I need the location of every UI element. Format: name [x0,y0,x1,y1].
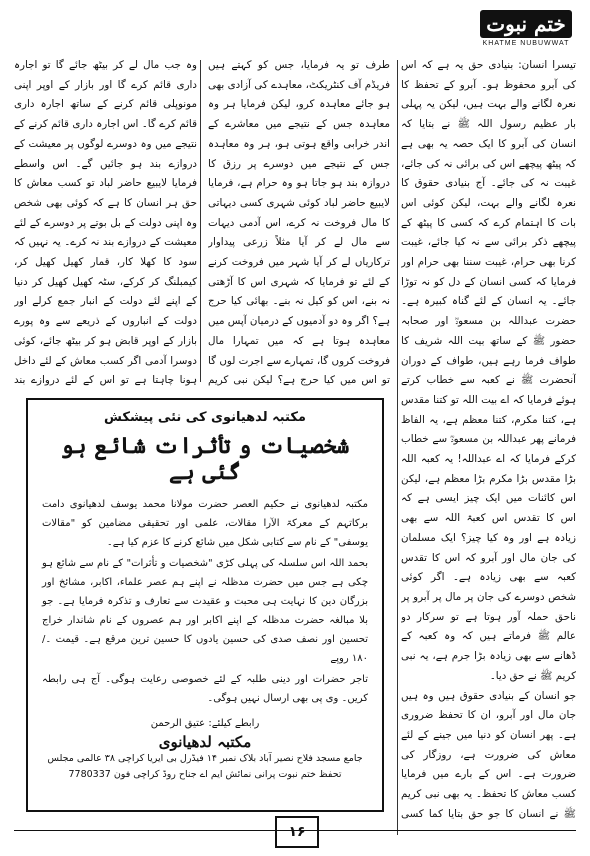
column-divider [397,60,398,835]
column-divider [200,60,201,382]
ad-paragraph: مکتبہ لدھیانوی نے حکیم العصر حضرت مولانا محمد یوسف لدھیانوی دامت برکاتہم کے معرکۃ الآرا مقالات، علمی اور تحقیقی مضامین کو "مقالات یوسفی" کے نام سے کتابی شکل میں شائع کرنے کا عزم کیا ہے۔ [42,499,368,548]
article-column-left [14,56,197,386]
logo-subtitle: KHATME NUBUWWAT [482,40,570,47]
magazine-logo [476,10,576,52]
advertisement-box [26,398,384,812]
ad-heading: مکتبہ لدھیانوی کی نئی پیشکش [104,410,306,425]
ad-contact-label: رابطے کیلئے: عتیق الرحمن [150,718,260,729]
article-paragraph: تیسرا انسان: بنیادی حق یہ ہے کہ اس کی آبرو محفوظ ہو۔ آبرو کے تحفظ کا نعرہ لگانے والے بہت ہیں، لیکن یہ پہلی بار عظیم رسول اللہ ﷺ نے بتایا کہ انسان کی آبرو کا ایک حصہ یہ بھی ہے کہ پیٹھ پیچھے اس کی برائی نہ کی جائے، غیبت نہ کی جائے۔ آج بنیادی حقوق کا نعرہ لگانے والے بہت، لیکن کوئی اس بات کا اہتمام کرے کہ کسی کا پیٹھ کے پیچھے ذکر برائی سے نہ کیا جائے، غیبت کرنا بھی حرام، غیبت سننا بھی حرام اور فرمایا کہ کسی انسان کے دل کو نہ توڑا جائے۔ یہ انسان کے لئے گناہ کبیرہ ہے۔ حضرت عبداللہ بن مسعودؓ اور صحابہ حضور ﷺ کے ساتھ بیت اللہ شریف کا طواف فرما رہے ہیں، طواف کے دوران آنحضرت ﷺ نے کعبہ سے خطاب کرتے ہوئے فرمایا کہ اے بیت اللہ تو کتنا مقدس ہے، کتنا مکرم، کتنا معظم ہے، یہ الفاظ فرمانے پھر عبداللہ بن مسعودؓ سے خطاب کرکے فرمایا کہ اے عبداللہ! یہ کعبہ اللہ بڑا مقدس بڑا مکرم بڑا معظم ہے، لیکن اس کائنات میں ایک چیز ایسی ہے کہ اس کا تقدس اس کعبۃ اللہ سے بھی زیادہ ہے اور وہ کیا چیز؟ ایک مسلمان کی جان مال اور آبرو کہ اس کا تقدس کعبہ سے بھی زیادہ ہے۔ اگر کوئی شخص دوسرے کی جان پر مال پر آبرو پر ناحق حملہ آور ہوتا ہے تو سرکار دو عالم ﷺ فرماتے ہیں کہ وہ کعبہ کے ڈھانے سے بھی زیادہ بڑا جرم ہے، یہ نبی کریم ﷺ نے حق دیا۔ [401,59,576,682]
page-number: ۱۶ [275,816,319,848]
ad-publisher-name: مکتبہ لدھیانوی [158,733,252,751]
article-paragraph: وہ جب مال لے کر بیٹھ جائے گا تو اجارہ داری قائم کرے گا اور بازار کے اوپر اپنی مونوپلی قائم کرنے کے ساتھ اجارہ داری قائم کرے گا۔ اس اجارہ داری قائم کرنے کے نتیجے میں وہ دوسرے لوگوں پر معیشت کے دروازے بند ہو جائیں گے۔ اس واسطے فرمایا لایبیع حاضر لباد تو کسب معاش کا حق ہر انسان کا ہے کہ کوئی بھی شخص وہ اپنی دولت کے بل بوتے پر دوسرے کے لئے معیشت کے دروازے بند نہ کرے۔ یہ نہیں کہ سود کا کھلا کار، قمار کھیل کھیل کر، کیمبلنگ کر کرکے، سٹہ کھیل کھیل کر دنیا کے اپنے لئے دولت کے انبار جمع کرلے اور دولت کے انباروں کے ذریعے سے وہ پورے بازار کے اوپر قابض ہو کر بیٹھ جائے، کوئی دوسرا آدمی اگر کسب معاش کے لئے داخل ہونا چاہتا ہے تو اس کے لئے دروازے بند [14,59,197,386]
ad-paragraph: بحمد اللہ اس سلسلہ کی پہلی کڑی "شخصیات و تأثرات" کے نام سے شائع ہو چکی ہے جس میں حضرت مدظلہ نے اپنے ہم عصر علماء، اکابر، مشائخ اور بزرگان دین کا نہایت ہی محبت و عقیدت سے تعارف و تذکرہ فرمایا ہے۔ جو بلا مبالغہ حضرت مدظلہ کے اپنے اکابر اور ہم عصروں کے نام شاندار خراج تحسین اور نصف صدی کی حسین یادوں کا حسین ترین مرقع ہے۔ قیمت ۔/۱۸۰ روپے [42,558,368,664]
ad-address: جامع مسجد فلاح نصیر آباد بلاک نمبر ۱۴ فیڈرل بی ایریا کراچی ۳۸ عالمی مجلس تحفظ ختم نبوت پرانی نمائش ایم اے جناح روڈ کراچی فون 7780337 [47,753,363,780]
article-column-middle [208,56,390,386]
article-paragraph: جو انسان کے بنیادی حقوق ہیں وہ ہیں جان مال اور آبرو، ان کا تحفظ ضروری ہے۔ پھر انسان کو دنیا میں جینے کے لئے معاش کی ضرورت ہے، روزگار کی ضرورت ہے۔ اس کے بارے میں فرمایا کسب معاش کا تحفظ۔ یہ بھی نبی کریم ﷺ نے انسان کا جو حق بتایا کما کسی [401,689,576,820]
ad-paragraph: تاجر حضرات اور دینی طلبہ کے لئے خصوصی رعایت ہوگی۔ آج ہی رابطہ کریں۔ وی پی بھی ارسال نہیں ہوگی۔ [42,674,368,704]
article-column-right [401,56,576,826]
logo-title: ختم نبوت [480,10,571,38]
ad-title: شخصیات و تأثرات شائع ہو گئی ہے [60,433,350,485]
article-paragraph: طرف تو یہ فرمایا، جس کو کہتے ہیں فریڈم آف کنٹریکٹ، معاہدے کی آزادی بھی ہو جائے معاہدہ کرو، لیکن فرمایا ہر وہ معاہدہ جس کے نتیجے میں معاشرے کے اندر خرابی واقع ہوتی ہو، ہر وہ معاہدہ جس کے نتیجے میں دوسرے پر رزق کا دروازہ بند ہو جاتا ہو وہ حرام ہے، فرمایا لایبیع حاضر لباد کوئی شہری کسی دیہاتی کا مال فروخت نہ کرے، اس آدمی دیہات سے مال لے کر آیا مثلاً زرعی پیداوار ترکاریاں لے کر آیا شہر میں فروخت کرنے کے لئے تو فرمایا کہ شہری اس کا آڑھتی نہ بنے، اس کو کیل نہ بنے۔ بھائی کیا حرج ہے؟ اگر وہ دو آدمیوں کے درمیان آپس میں معاہدہ ہوتا ہے کہ میں تمہارا مال فروخت کروں گا، تمہارے سے اجرت لوں گا تو اس میں کیا حرج ہے؟ لیکن نبی کریم [208,59,390,386]
ad-body [42,495,368,708]
